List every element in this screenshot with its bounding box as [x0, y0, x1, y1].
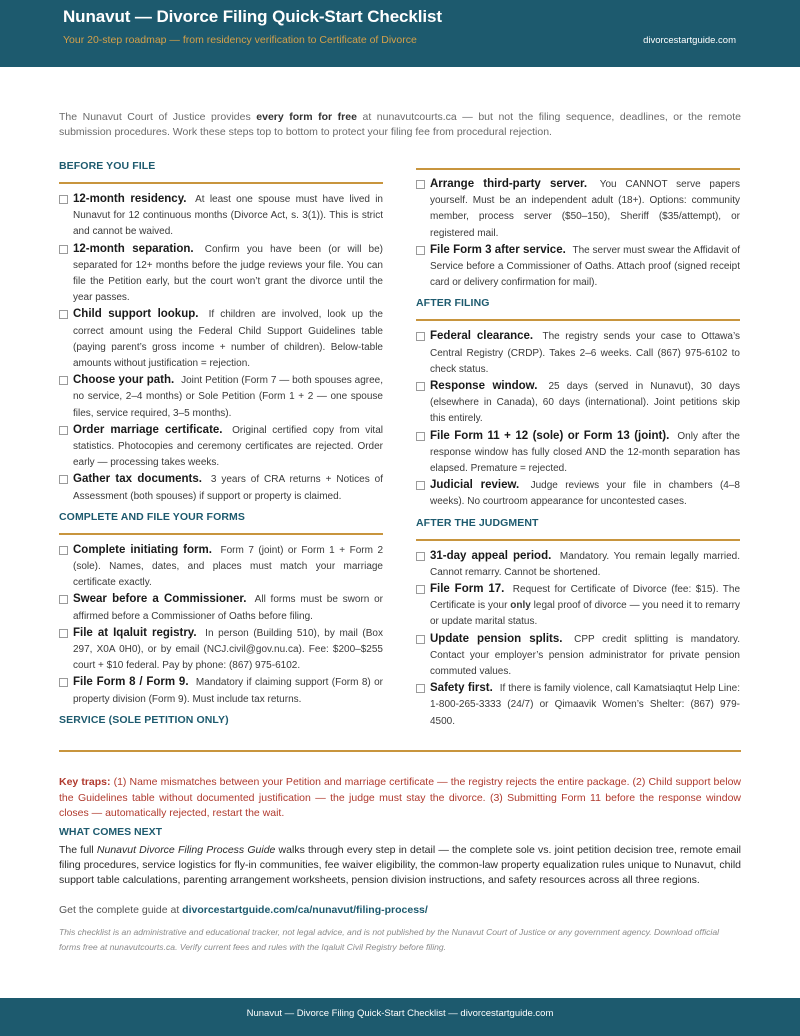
checklist-item	[59, 591, 383, 624]
section-divider	[59, 533, 383, 535]
what-comes-next-heading: WHAT COMES NEXT	[59, 826, 163, 838]
checkbox[interactable]	[416, 585, 425, 594]
intro-text-start: The Nunavut Court of Justice provides	[59, 111, 257, 123]
key-traps-label: Key traps:	[59, 776, 111, 788]
checklist-item	[416, 581, 740, 631]
checklist-item	[59, 241, 383, 307]
checklist-item-title: File Form 3 after service.	[430, 243, 566, 256]
intro-paragraph	[59, 110, 741, 140]
checklist-item-title: 12-month residency.	[73, 193, 187, 205]
checklist-after-judgment	[416, 548, 740, 730]
checkbox[interactable]	[416, 432, 425, 441]
checkbox[interactable]	[59, 546, 68, 555]
checklist-item-text: Only after the response window has fully closed AND the 12-month separation has elapsed. Premature = rejected.	[430, 430, 740, 475]
checklist-item-title: File Form 17.	[430, 583, 505, 596]
checklist-item-title: File Form 11 + 12 (sole) or Form 13 (joint).	[430, 429, 670, 442]
what-comes-next-paragraph	[59, 843, 741, 888]
checklist-item-text: All forms must be sworn or affirmed before a Commissioner of Oaths before filing.	[73, 594, 384, 622]
checklist-item-title: Choose your path.	[73, 374, 175, 387]
section-divider	[59, 182, 383, 184]
checklist-item-text: The server must swear the Affidavit of Service before a Commissioner of Oaths. Attach proof (signed receipt card or delivery confirmation for mail).	[430, 244, 740, 289]
checklist-item	[59, 372, 383, 422]
guide-link[interactable]: divorcestartguide.com/ca/nunavut/filing-process/	[182, 904, 428, 916]
checklist-item-text: You CANNOT serve papers yourself. Must be an independent adult (18+). Options: community member, process server ($50–150), Sheriff ($35/attempt), or registered mail.	[430, 179, 740, 239]
checkbox[interactable]	[59, 595, 68, 604]
checklist-item	[416, 428, 740, 478]
site-link[interactable]: divorcestartguide.com	[643, 35, 736, 46]
checklist-item-title: Gather tax documents.	[73, 473, 202, 486]
guide-title: Nunavut Divorce Filing Process Guide	[96, 844, 276, 856]
page-header	[0, 0, 800, 67]
checkbox[interactable]	[416, 552, 425, 561]
checklist-item-title: File at Iqaluit registry.	[73, 626, 197, 639]
checklist-item-title: Arrange third-party server.	[430, 178, 588, 190]
checkbox[interactable]	[416, 481, 425, 490]
checklist-item-text: 3 years of CRA returns + Notices of Assessment (both spouses) if support or property is claimed.	[73, 474, 383, 502]
checklist-item	[416, 242, 740, 292]
checkbox[interactable]	[59, 245, 68, 254]
section-heading-service: SERVICE (SOLE PETITION ONLY)	[59, 713, 229, 726]
checklist-after-filing	[416, 328, 740, 510]
checklist-item	[416, 176, 740, 242]
checklist-item-title: File Form 8 / Form 9.	[73, 676, 189, 689]
checklist-before-you-file	[59, 191, 383, 505]
checklist-item	[59, 625, 383, 675]
bottom-divider	[59, 750, 741, 752]
checkbox[interactable]	[59, 376, 68, 385]
page-footer	[0, 998, 800, 1036]
checklist-item	[59, 191, 383, 241]
footer-text: Nunavut — Divorce Filing Quick-Start Checklist — divorcestartguide.com	[246, 1008, 554, 1019]
next-text-end: walks through every step in detail — the complete sole vs. joint petition decision tree, remote email filing procedures, service logistics for fly-in communities, fee waiver eligibility, the common-law property equalization rules unique to Nunavut, child support table calculations, parenting arrangement worksheets, pension division instructions, and safety resources across all three regions.	[59, 844, 741, 886]
section-divider	[416, 539, 740, 541]
checklist-item-text: Original certified copy from vital statistics. Photocopies and ceremony certificates are rejected. Order early — processing takes weeks.	[73, 424, 383, 469]
checklist-item	[416, 631, 740, 681]
checklist-item	[59, 471, 383, 504]
checklist-item-text: In person (Building 510), by mail (Box 297, X0A 0H0), or by email (NCJ.civil@gov.nu.ca). Fee: $200–$255 court + $10 federal. Pay by phone: (867) 975-6102.	[73, 627, 383, 672]
checkbox[interactable]	[416, 180, 425, 189]
checklist-item	[59, 306, 383, 372]
checkbox[interactable]	[59, 678, 68, 687]
section-heading-complete-and-file: COMPLETE AND FILE YOUR FORMS	[59, 510, 245, 523]
page-subtitle: Your 20-step roadmap — from residency verification to Certificate of Divorce	[63, 34, 417, 46]
guide-line	[59, 904, 428, 916]
checkbox[interactable]	[59, 426, 68, 435]
section-divider	[416, 168, 740, 170]
key-traps-text: (1) Name mismatches between your Petition and marriage certificate — the registry rejects the entire package. (2) Child support below the Guidelines table without documented justification — the judge must stay the divorce. (3) Submitting Form 11 before the response window closes — automatically rejected, restart the wait.	[59, 776, 741, 819]
checklist-item-title: Judicial review.	[430, 479, 520, 492]
checklist-item-text: CPP credit splitting is mandatory. Contact your employer’s pension administrator for private pension commuted values.	[430, 633, 741, 678]
checklist-item-title: 12-month separation.	[73, 242, 194, 255]
checkbox[interactable]	[416, 332, 425, 341]
checklist-item-title: Swear before a Commissioner.	[73, 593, 247, 606]
checklist-complete-and-file	[59, 542, 383, 708]
checklist-item-text: Mandatory. You remain legally married. Cannot remarry. Cannot be shortened.	[430, 550, 740, 578]
checklist-item-text: The registry sends your case to Ottawa’s Central Registry (CRDP). Takes 2–6 weeks. Call (867) 975-6102 to check status.	[430, 331, 740, 375]
guide-prefix: Get the complete guide at	[59, 904, 183, 916]
next-text-start: The full	[59, 844, 97, 856]
checklist-item-text: Judge reviews your file in chambers (4–8 weeks). No courtroom appearance for uncontested cases.	[430, 480, 740, 508]
checklist-item	[59, 422, 383, 472]
checklist-item-title: Update pension splits.	[430, 632, 563, 645]
intro-text-end: at nunavutcourts.ca — but not the filing sequence, deadlines, or the remote submission procedures. Work these steps top to bottom to protect your filing fee from procedural rejection.	[59, 111, 741, 138]
checkbox[interactable]	[416, 635, 425, 644]
checkbox[interactable]	[59, 310, 68, 319]
section-heading-after-judgment: AFTER THE JUDGMENT	[416, 516, 539, 529]
left-column	[59, 158, 383, 732]
checklist-item	[416, 548, 740, 581]
right-column	[416, 160, 740, 730]
checklist-item	[59, 674, 383, 707]
checklist-item-text: Form 7 (joint) or Form 1 + Form 2 (sole). Names, dates, and places must match your marriage certificate exactly.	[73, 544, 384, 589]
checklist-item	[416, 477, 740, 510]
checklist-item	[416, 328, 740, 378]
checklist-item	[416, 680, 740, 730]
checklist-item-title: Order marriage certificate.	[73, 423, 223, 436]
checklist-item	[416, 378, 740, 428]
section-heading-after-filing: AFTER FILING	[416, 297, 490, 310]
intro-bold: every form for free	[256, 111, 357, 123]
key-traps-paragraph	[59, 775, 741, 822]
checklist-item-text: If there is family violence, call Kamatsiaqtut Help Line: 1-800-265-3333 (24/7) or Qimaavik Women’s Shelter: (867) 979-4500.	[430, 683, 740, 727]
checkbox[interactable]	[416, 246, 425, 255]
checkbox[interactable]	[59, 195, 68, 204]
disclaimer: This checklist is an administrative and educational tracker, not legal advice, and is not published by the Nunavut Court of Justice or any government agency. Download official forms free at nunavutcourts.ca. Verify current fees and rules with the Iqaluit Civil Registry before filing.	[59, 927, 720, 952]
checklist-item-title: Federal clearance.	[430, 330, 534, 343]
checklist-item-text: At least one spouse must have lived in Nunavut for 12 continuous months (Divorce Act, s. 3(1)). This is strict and cannot be waived.	[73, 194, 383, 238]
page-title: Nunavut — Divorce Filing Quick-Start Checklist	[63, 7, 442, 26]
checklist-item-text: Mandatory if claiming support (Form 8) or property division (Form 9). Must include tax returns.	[73, 677, 383, 705]
checklist-item-title: Safety first.	[430, 682, 493, 695]
checklist-item-text: Joint Petition (Form 7 — both spouses agree, no service, 2–4 months) or Sole Petition (Form 1 + 2 — one spouse files, service required, 3–5 months).	[73, 375, 384, 419]
checklist-item-text: 25 days (served in Nunavut), 30 days (elsewhere in Canada), 60 days (international). Joint petitions skip this entirely.	[430, 381, 740, 425]
checklist-item-title: Complete initiating form.	[73, 543, 212, 556]
checkbox[interactable]	[59, 475, 68, 484]
section-heading-before-you-file: BEFORE YOU FILE	[59, 160, 156, 172]
checklist-item-title: Child support lookup.	[73, 308, 199, 321]
checklist-item-text: If children are involved, look up the correct amount using the Federal Child Support Guidelines table (paying parent’s gross income + number of children). Below-table amounts without justification = rejection.	[73, 309, 383, 370]
checklist-item-text: Request for Certificate of Divorce (fee: $15). The Certificate is your only legal proof of divorce — you need it to remarry or update marital status.	[430, 584, 741, 628]
checklist-item-text: Confirm you have been (or will be) separated for 12+ months before the judge reviews your file. You can file the Petition early, but the court won’t grant the divorce until the year passes.	[73, 243, 383, 304]
checkbox[interactable]	[416, 382, 425, 391]
checkbox[interactable]	[59, 629, 68, 638]
checklist-service	[416, 176, 740, 291]
checklist-item-title: 31-day appeal period.	[430, 549, 552, 562]
checklist-item	[59, 542, 383, 592]
checkbox[interactable]	[416, 684, 425, 693]
checklist-item-title: Response window.	[430, 380, 538, 393]
section-divider	[416, 319, 740, 321]
